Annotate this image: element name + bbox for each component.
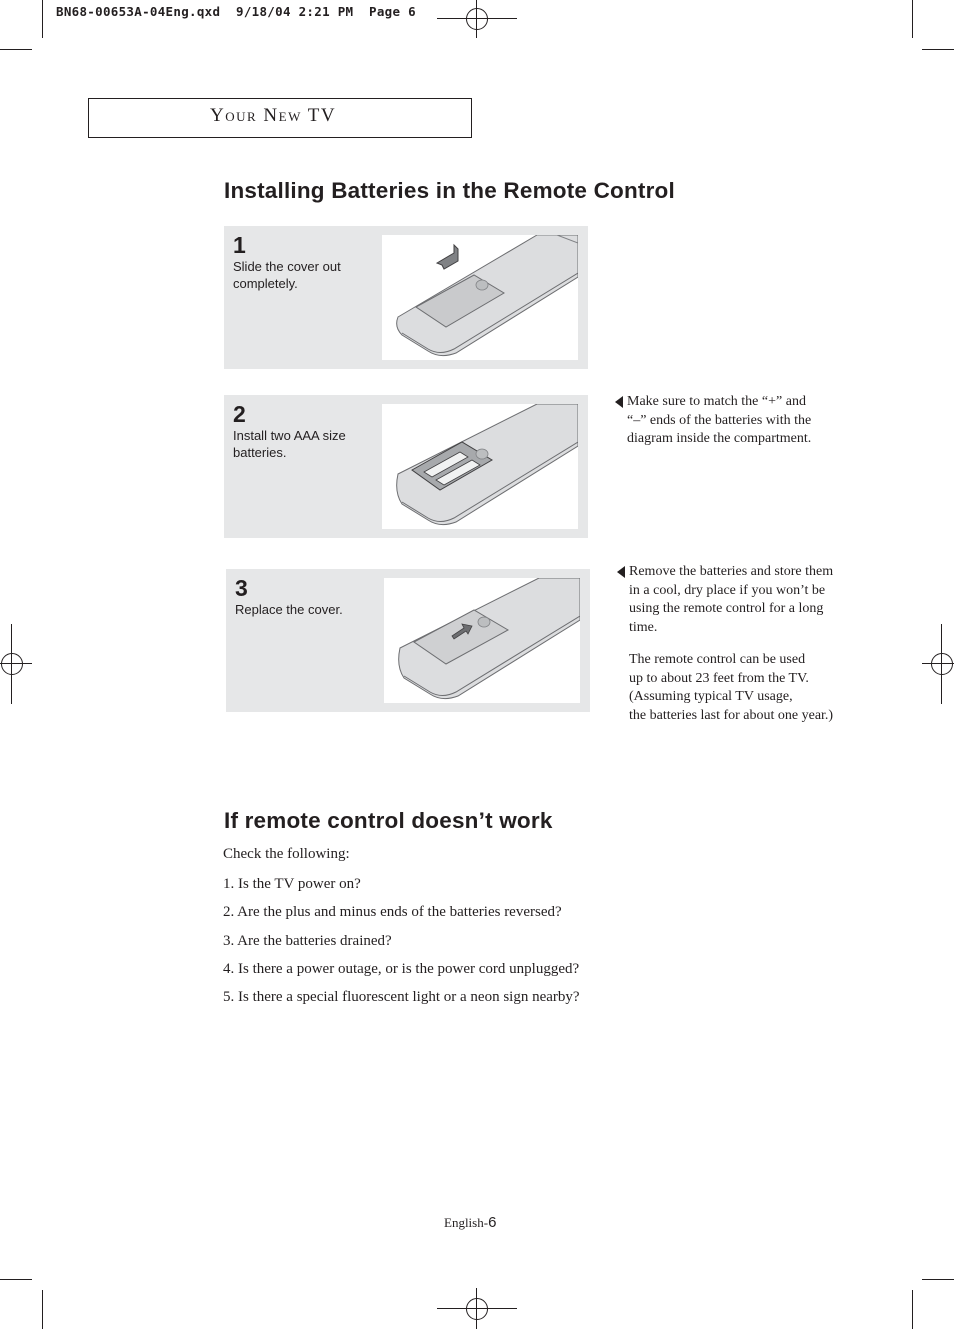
- note-range: The remote control can be used up to about 23 feet from the TV. (Assuming typical TV usage, the batteries last for about one year.): [629, 652, 834, 723]
- step-number: 1: [233, 232, 246, 258]
- note-arrow-icon: [615, 396, 623, 408]
- step-number: 3: [235, 575, 248, 601]
- checklist: [223, 876, 580, 1017]
- step-2-panel: [224, 395, 588, 538]
- page-footer: [444, 1214, 496, 1231]
- list-item: 1. Is the TV power on?: [223, 876, 361, 892]
- print-slug: BN68-00653A-04Eng.qxd 9/18/04 2:21 PM Page 6: [56, 4, 416, 19]
- note-storage: Remove the batteries and store them in a cool, dry place if you won’t be using the remote control for a long time.: [629, 564, 834, 635]
- note-arrow-icon: [617, 566, 625, 578]
- list-item: 4. Is there a power outage, or is the power cord unplugged?: [223, 960, 580, 977]
- note-polarity: Make sure to match the “+” and “–” ends of the batteries with the diagram inside the compartment.: [627, 394, 812, 446]
- remote-cover-open-illustration: [382, 235, 578, 360]
- list-item: 2. Are the plus and minus ends of the batteries reversed?: [223, 904, 562, 921]
- step-text: Install two AAA size batteries.: [233, 428, 346, 460]
- remote-not-working-heading: If remote control doesn’t work: [224, 808, 553, 833]
- remote-batteries-illustration: [382, 404, 578, 529]
- step-3-panel: [226, 569, 590, 712]
- page-number: 6: [488, 1214, 497, 1231]
- step-text: Slide the cover out completely.: [233, 259, 341, 291]
- list-item: 3. Are the batteries drained?: [223, 932, 392, 949]
- step-1-panel: [224, 226, 588, 369]
- install-batteries-heading: Installing Batteries in the Remote Control: [224, 178, 675, 203]
- remote-cover-closed-illustration: [384, 578, 580, 703]
- step-text: Replace the cover.: [235, 602, 343, 617]
- checklist-intro: Check the following:: [223, 846, 350, 862]
- step-number: 2: [233, 401, 246, 427]
- section-label: Your New TV: [210, 105, 337, 126]
- footer-label: English-: [444, 1215, 489, 1230]
- list-item: 5. Is there a special fluorescent light or a neon sign nearby?: [223, 989, 580, 1006]
